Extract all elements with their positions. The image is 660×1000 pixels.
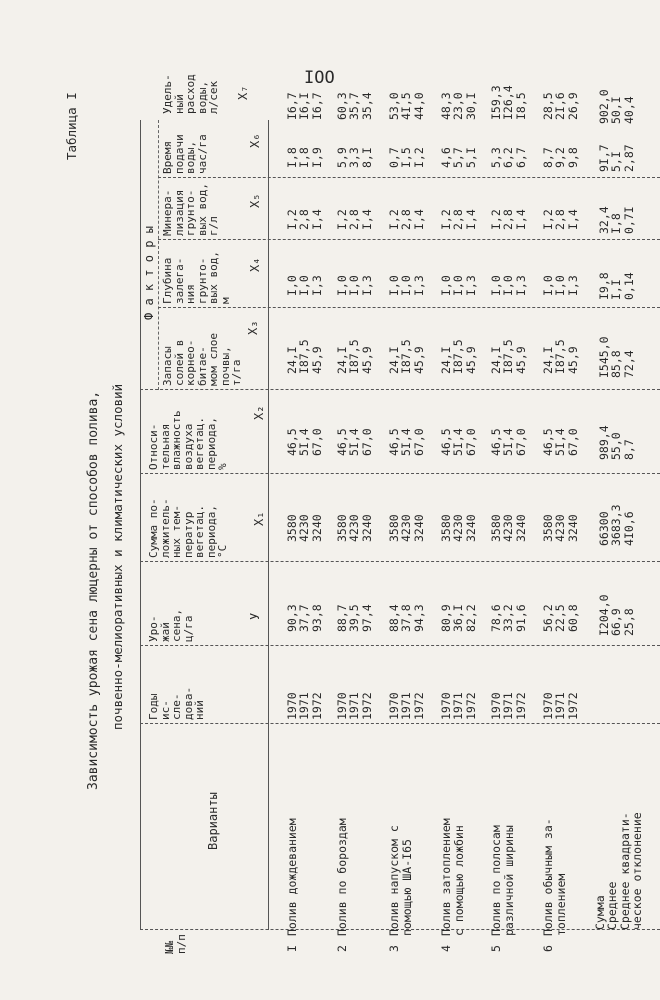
cell-x7: 28,5 [541,92,555,120]
cell-year: 1972 [513,692,528,720]
cell-x3: 45,9 [411,346,426,374]
summary-cell-x6: 5,I [609,151,624,172]
cell-yield: 22,5 [553,604,568,632]
cell-x5: 2,8 [347,209,362,230]
header-x3-line: мом слое [207,333,220,386]
header-x7-line: Удель- [161,74,174,114]
header-x3-line: т/га [230,359,243,386]
summary-label: Среднее квадрати- [617,812,632,930]
header-num-line: п/п [174,934,188,954]
header-yield-line: жай [158,622,172,642]
cell-x6: 6,2 [501,147,516,168]
factors-rule [158,120,159,390]
row-number: 5 [489,945,503,952]
summary-cell-x7: 50,I [609,96,624,124]
cell-yield: 39,5 [347,604,362,632]
cell-x1: 4230 [501,514,516,542]
header-x2-line: воздуха [181,423,195,470]
cell-x4: I,0 [347,275,362,296]
cell-x2: 67,0 [565,428,580,456]
cell-x6: 4,6 [439,147,453,168]
cell-year: 1970 [335,692,349,720]
header-years-line: Годы [147,693,160,720]
cell-x5: 2,8 [451,209,466,230]
header-x6-symbol: X₆ [248,133,262,148]
col-rule [140,645,660,646]
cell-yield: 37,8 [399,604,414,632]
summary-cell-x4: I9,8 [597,272,611,300]
cell-x1: 4230 [399,514,414,542]
cell-x2: 67,0 [463,428,478,456]
header-x7-line: ный [172,94,186,114]
cell-x2: 46,5 [285,428,299,456]
cell-x1: 4230 [553,514,568,542]
summary-cell-x2: 8,7 [621,439,636,460]
table-title-line1: Зависимость урожая сена люцерны от способов полива, [86,390,101,790]
row-number: 6 [541,945,555,952]
cell-year: 1970 [541,692,555,720]
cell-x3: 45,9 [463,346,478,374]
cell-x2: 5I,4 [297,428,312,456]
cell-x4: I,0 [541,275,555,296]
cell-x5: 2,8 [399,209,414,230]
cell-yield: 36,I [451,604,466,632]
cell-yield: 94,3 [411,604,426,632]
cell-x6: 9,8 [565,147,580,168]
cell-year: 1971 [399,692,414,720]
cell-x7: 48,3 [439,92,453,120]
col-rule [140,561,660,562]
summary-cell-x2: 55,0 [609,432,624,460]
cell-x6: 5,I [463,147,478,168]
cell-x2: 5I,4 [399,428,414,456]
cell-x2: 5I,4 [347,428,362,456]
cell-x4: I,0 [285,275,299,296]
cell-x3: 45,9 [565,346,580,374]
cell-x5: 2,8 [553,209,568,230]
cell-x7: 35,7 [347,92,362,120]
cell-x2: 46,5 [489,428,503,456]
cell-year: 1971 [297,692,312,720]
cell-x3: 24,I [335,346,349,374]
cell-x6: 5,9 [335,147,349,168]
cell-yield: 82,2 [463,604,478,632]
cell-x3: 24,I [541,346,555,374]
header-x6-line: подачи [172,134,186,174]
header-bottom-rule [268,120,269,930]
header-x1-line: Сумма по- [147,498,160,558]
cell-x5: I,4 [565,209,580,230]
cell-year: 1971 [347,692,362,720]
cell-x6: I,8 [285,147,299,168]
cell-x1: 3580 [335,514,349,542]
cell-x7: I26,4 [501,85,516,120]
cell-x6: I,9 [309,147,324,168]
header-x4-line: грунто- [195,257,209,304]
header-x4-line: Глубина [161,257,174,304]
cell-year: 1971 [451,692,466,720]
header-x3-line: корнео- [184,339,197,386]
summary-cell-x4: I,I [609,279,624,300]
cell-x7: 2I,6 [553,92,568,120]
cell-x4: I,0 [297,275,312,296]
header-x2-line: тельная [158,423,172,470]
variant-name: Полив напуском с [387,825,401,936]
cell-x4: I,0 [553,275,568,296]
cell-yield: 60,8 [565,604,580,632]
cell-x7: I6,I [297,92,312,120]
table-label: Таблица I [64,92,79,160]
cell-x2: 5I,4 [501,428,516,456]
header-num-line: №№ [163,940,176,954]
page-number: IOO [304,68,335,88]
cell-x2: 46,5 [387,428,401,456]
cell-x4: I,3 [565,275,580,296]
header-x6-line: Время [161,140,174,174]
header-x2-line: % [216,463,229,470]
header-x4-line: м [218,297,232,304]
cell-x3: I87,5 [297,339,312,374]
cell-x6: 3,3 [347,147,362,168]
cell-x5: I,4 [463,209,478,230]
cell-x7: 60,3 [335,92,349,120]
cell-x6: 5,7 [451,147,466,168]
summary-cell-yield: I204,0 [597,594,611,636]
col-rule [140,723,660,724]
variant-name: Полив обычным за- [541,818,555,936]
cell-yield: 88,7 [335,604,349,632]
summary-cell-x7: 40,4 [621,96,636,124]
header-x1 [148,498,229,558]
cell-year: 1970 [439,692,453,720]
summary-cell-x2: 989,4 [597,425,611,460]
cell-yield: 37,7 [297,604,312,632]
row-number: 3 [387,945,401,952]
header-yield-line: Уро- [147,615,160,642]
header-x2-line: влажность [170,410,183,470]
cell-x4: I,3 [463,275,478,296]
cell-x6: 0,7 [387,147,401,168]
header-x4-line: ния [184,284,197,304]
header-x2-line: Относи- [147,423,160,470]
header-variants: Варианты [206,792,220,850]
variant-name: Полив по полосам [489,825,503,936]
summary-cell-x1: 4I0,6 [621,511,636,546]
summary-cell-x6: 2,87 [621,144,636,172]
cell-x2: 5I,4 [553,428,568,456]
cell-x3: I87,5 [451,339,466,374]
cell-x1: 3580 [387,514,401,542]
variant-name: помощью ША-I65 [400,839,414,936]
summary-cell-x6: 9I,7 [597,144,611,172]
cell-x7: 44,0 [411,92,426,120]
cell-x2: 46,5 [541,428,555,456]
header-x7 [162,74,220,114]
cell-yield: 93,8 [309,604,324,632]
header-x6 [162,134,208,174]
header-x5 [162,183,220,236]
header-x4-line: залега- [172,257,186,304]
cell-x3: 45,9 [359,346,374,374]
cell-year: 1972 [359,692,374,720]
cell-x1: 3240 [359,514,374,542]
header-yield-line: ц/га [181,615,195,642]
header-x2 [148,410,229,470]
cell-x1: 3580 [541,514,555,542]
summary-label: ческое отклонение [629,812,644,930]
cell-x3: 24,I [387,346,401,374]
col-rule [158,307,660,308]
cell-x3: 24,I [489,346,503,374]
col-rule [140,473,660,474]
header-x2-line: вегетац. [193,417,206,470]
cell-x2: 5I,4 [451,428,466,456]
cell-year: 1972 [309,692,324,720]
table-title-line2: почвенно-мелиоративных и климатических условий [110,383,125,730]
summary-cell-x3: 72,4 [621,350,636,378]
variant-name: различной ширины [502,825,516,936]
cell-year: 1971 [553,692,568,720]
cell-x5: I,2 [285,209,299,230]
cell-x6: 9,2 [553,147,568,168]
header-x5-line: лизация [172,189,186,236]
cell-x1: 4230 [451,514,466,542]
cell-x2: 67,0 [309,428,324,456]
header-x3-line: битае- [195,346,209,386]
header-x7-line: воды, [195,80,209,114]
cell-x5: I,4 [309,209,324,230]
header-x1-line: °С [216,544,229,558]
header-x7-line: расход [184,74,197,114]
summary-cell-yield: 66,9 [609,608,624,636]
header-years [148,687,206,720]
header-years-line: ний [193,700,206,720]
cell-x6: 8,I [359,147,374,168]
summary-cell-x5: 32,4 [597,206,611,234]
header-x5-symbol: X₅ [248,193,262,208]
cell-x7: I59,3 [489,85,503,120]
summary-cell-x4: 0,14 [621,272,636,300]
header-x1-line: ных тем- [170,505,183,558]
header-yield-symbol: У [248,612,262,620]
cell-x1: 4230 [297,514,312,542]
cell-x5: I,2 [541,209,555,230]
variant-name: Полив по бороздам [335,818,349,936]
header-x2-symbol: X₂ [252,405,266,420]
cell-x6: 6,7 [513,147,528,168]
row-number: I [285,945,299,952]
cell-x4: I,0 [489,275,503,296]
variant-name: с помощью ложбин [452,825,466,936]
col-rule [158,239,660,240]
cell-x7: I8,5 [513,92,528,120]
cell-x7: I6,7 [285,92,299,120]
cell-x3: 24,I [439,346,453,374]
cell-year: 1972 [411,692,426,720]
cell-x4: I,3 [309,275,324,296]
cell-x5: I,2 [335,209,349,230]
col-rule [158,177,660,178]
cell-x7: 4I,5 [399,92,414,120]
summary-cell-x5: 0,7I [621,206,636,234]
header-x6-line: воды, [184,140,197,174]
header-x1-line: периода, [204,505,218,558]
cell-x7: I6,7 [309,92,324,120]
cell-x1: 3240 [411,514,426,542]
cell-x7: 53,0 [387,92,401,120]
header-x5-line: грунто- [184,189,197,236]
header-x7-symbol: X₇ [236,85,250,100]
cell-yield: 91,6 [513,604,528,632]
header-years-line: сле- [170,693,183,720]
summary-cell-x1: 3683,3 [609,504,624,546]
variant-name: Полив дождеванием [285,818,299,936]
cell-x6: 8,7 [541,147,555,168]
cell-yield: 33,2 [501,604,516,632]
cell-x5: I,2 [387,209,401,230]
summary-cell-x7: 902,0 [597,89,611,124]
cell-x1: 3240 [463,514,478,542]
header-x3-symbol: X₃ [246,320,260,335]
cell-x2: 67,0 [513,428,528,456]
cell-x4: I,0 [335,275,349,296]
summary-cell-x1: 66300 [597,511,611,546]
cell-x1: 4230 [347,514,362,542]
header-x4 [162,251,231,304]
cell-x2: 46,5 [335,428,349,456]
cell-x1: 3240 [565,514,580,542]
cell-x3: I87,5 [553,339,568,374]
cell-x2: 46,5 [439,428,453,456]
summary-cell-yield: 25,8 [621,608,636,636]
header-num [164,934,187,954]
table-top-rule [140,120,141,930]
row-number: 4 [439,945,453,952]
cell-x1: 3580 [285,514,299,542]
header-x4-line: вых вод, [207,251,220,304]
cell-x6: I,2 [411,147,426,168]
cell-yield: 88,4 [387,604,401,632]
cell-x3: 45,9 [309,346,324,374]
header-x2-line: периода, [204,417,218,470]
cell-x1: 3580 [489,514,503,542]
cell-yield: 78,6 [489,604,503,632]
cell-x7: 26,9 [565,92,580,120]
cell-year: 1970 [387,692,401,720]
cell-yield: 56,2 [541,604,555,632]
cell-year: 1970 [489,692,503,720]
cell-x2: 67,0 [359,428,374,456]
cell-x7: 35,4 [359,92,374,120]
cell-x6: I,5 [399,147,414,168]
cell-x4: I,0 [501,275,516,296]
header-yield-line: сена, [170,608,183,642]
cell-yield: 90,3 [285,604,299,632]
cell-yield: 97,4 [359,604,374,632]
variant-name: топлением [554,873,568,936]
cell-x3: 24,I [285,346,299,374]
variant-name: Полив затоплением [439,818,453,936]
header-x1-line: ложитель- [158,498,172,558]
cell-x5: I,2 [489,209,503,230]
cell-x3: I87,5 [399,339,414,374]
cell-x5: 2,8 [297,209,312,230]
header-x7-line: л/сек [207,80,220,114]
header-x3-line: почвы, [218,346,232,386]
header-x3-line: Запасы [161,346,174,386]
cell-x3: I87,5 [347,339,362,374]
cell-x3: 45,9 [513,346,528,374]
col-rule [140,389,660,390]
header-years-line: ис- [158,700,172,720]
cell-year: 1972 [463,692,478,720]
header-yield [148,609,194,642]
cell-x5: 2,8 [501,209,516,230]
cell-x6: I,8 [297,147,312,168]
summary-cell-x5: I,8 [609,213,624,234]
cell-year: 1972 [565,692,580,720]
cell-x4: I,0 [439,275,453,296]
cell-year: 1971 [501,692,516,720]
header-factors: Ф а к т о р ы [142,226,156,320]
cell-x1: 3580 [439,514,453,542]
summary-label: Сумма [593,895,607,930]
cell-x4: I,0 [387,275,401,296]
header-years-line: дова- [181,686,195,720]
summary-label: Среднее [605,881,620,930]
summary-cell-x3: I545,0 [597,336,611,378]
cell-x4: I,0 [399,275,414,296]
header-x1-line: ператур [181,511,195,558]
header-x4-symbol: X₄ [248,257,262,272]
cell-year: 1970 [285,692,299,720]
cell-x5: I,4 [411,209,426,230]
cell-x4: I,3 [359,275,374,296]
cell-x1: 3240 [513,514,528,542]
header-x1-line: вегетац. [193,505,206,558]
summary-cell-x3: 85,8 [609,350,624,378]
header-x3-line: солей в [172,339,186,386]
cell-x5: I,4 [513,209,528,230]
cell-x5: I,2 [439,209,453,230]
cell-yield: 80,9 [439,604,453,632]
header-x5-line: вых вод, [195,183,209,236]
cell-x5: I,4 [359,209,374,230]
header-x5-line: г/л [207,216,220,236]
cell-x7: 30,I [463,92,478,120]
row-number: 2 [335,945,349,952]
cell-x2: 67,0 [411,428,426,456]
cell-x1: 3240 [309,514,324,542]
cell-x7: 23,0 [451,92,466,120]
header-x1-symbol: X₁ [252,511,266,526]
cell-x4: I,3 [513,275,528,296]
cell-x6: 5,3 [489,147,503,168]
header-x6-line: час/га [195,134,209,174]
cell-x3: I87,5 [501,339,516,374]
cell-x4: I,0 [451,275,466,296]
header-x5-line: Минера- [161,189,174,236]
cell-x4: I,3 [411,275,426,296]
header-x3 [162,333,243,386]
